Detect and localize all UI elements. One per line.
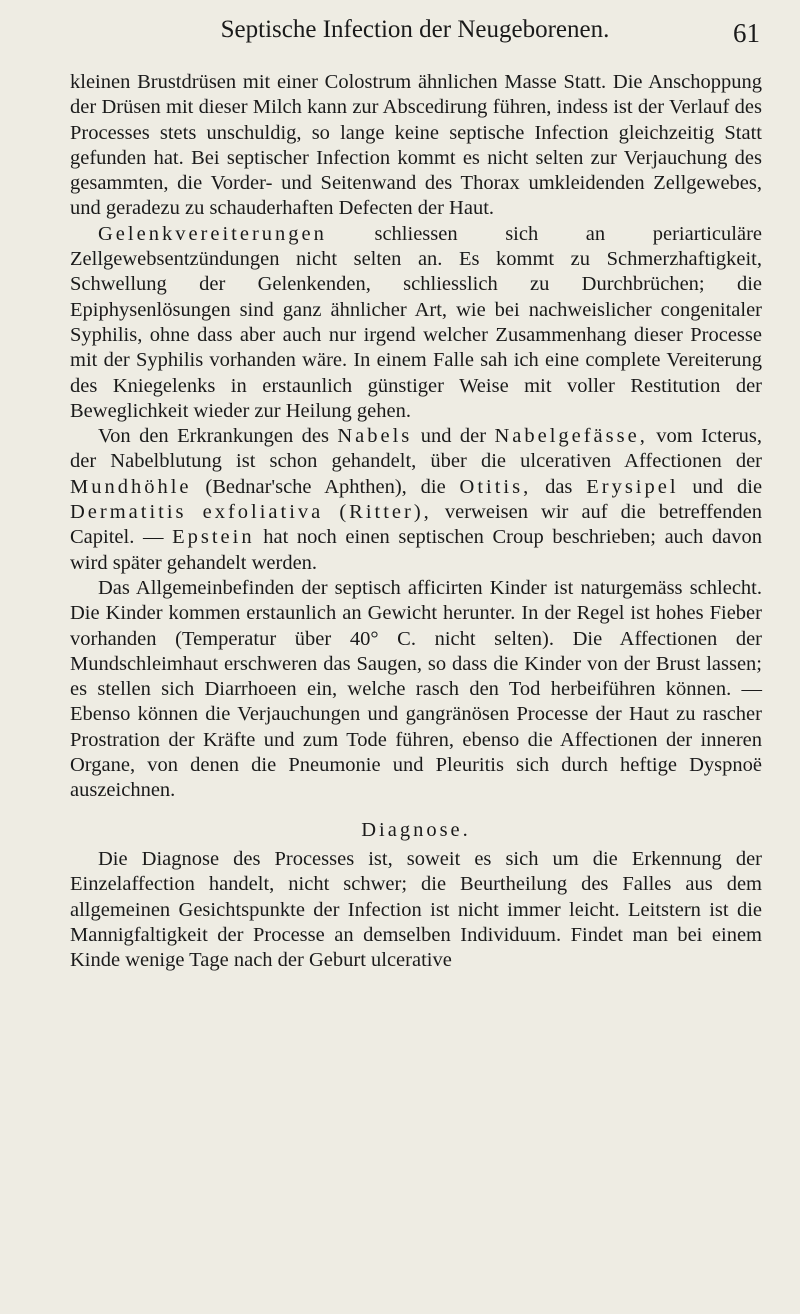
term-nabels: Nabels xyxy=(337,425,413,448)
text-span: verweisen wir auf die betreffenden Capitel. — xyxy=(70,501,763,549)
section-heading: Diagnose. xyxy=(361,818,471,841)
term-epstein: Epstein xyxy=(172,526,255,549)
term-bednar: (Bednar'sche Aphthen), xyxy=(205,475,407,498)
text-span: vom Icterus, der Nabelblutung ist schon gehandelt, über die ulcerativen Affectionen der xyxy=(70,425,762,473)
term-nabelgefaesse: Nabelgefässe, xyxy=(494,425,648,448)
paragraph-4: Das Allgemeinbefinden der septisch afficirten Kinder ist naturgemäss schlecht. Die Kinder kommen erstaunlich an Gewicht herunter. In der Regel ist hohes Fieber vorhanden (Temperatur über 40° C. nicht selten). Die Affectionen der Mundschleimhaut erschweren das Saugen, so dass die Kinder von der Brust lassen; es stellen sich Diarrhoeen ein, welche rasch den Tod herbeiführen können. — Ebenso können die Verjauchungen und gangränösen Processe der Haut zu rascher Prostration der Kräfte und zum Tode führen, ebenso die Affectionen der inneren Organe, von denen die Pneumonie und Pleuritis sich durch heftige Dyspnoë auszeichnen. xyxy=(70,576,762,802)
text-span: das xyxy=(545,475,573,498)
page-body xyxy=(70,70,762,973)
text-span: die xyxy=(420,475,446,498)
term-dermatitis: Dermatitis exfoliativa (Ritter), xyxy=(70,501,432,524)
paragraph-1: kleinen Brustdrüsen mit einer Colostrum ähnlichen Masse Statt. Die Anschoppung der Drüsen mit dieser Milch kann zur Abscedirung führen, indess ist der Verlauf des Processes stets unschuldig, so lange keine septische Infection gleichzeitig Statt gefunden hat. Bei septischer Infection kommt es nicht selten zur Verjauchung des gesammten, die Vorder- und Seitenwand des Thorax umkleidenden Zellgewebes, und geradezu zu schauderhaften Defecten der Haut. xyxy=(70,71,762,220)
term-erysipel: Erysipel xyxy=(586,475,679,498)
text-span: hat noch einen septischen Croup beschrieben; auch davon wird später gehandelt werden. xyxy=(70,526,762,574)
paragraph-3 xyxy=(70,424,762,576)
page-header xyxy=(70,16,760,52)
paragraph-5: Die Diagnose des Processes ist, soweit es sich um die Erkennung der Einzelaffection handelt, nicht schwer; die Beurtheilung des Falles aus dem allgemeinen Gesichtspunkte der Infection ist nicht immer leicht. Leitstern ist die Mannigfaltigkeit der Processe an demselben Individuum. Findet man bei einem Kinde wenige Tage nach der Geburt ulcerative xyxy=(70,847,762,972)
text-span: Von den Erkrankungen des xyxy=(98,425,329,448)
term-mundhoehle: Mundhöhle xyxy=(70,475,192,498)
paragraph-2-text: schliessen sich an periarticuläre Zellgewebsentzündungen nicht selten an. Es kommt zu Schmerzhaftigkeit, Schwellung der Gelenkenden, schliesslich zu Durchbrüchen; die Epiphysenlösungen sind ganz ähnlicher Art, wie bei nachweislicher congenitaler Syphilis, ohne dass aber auch nur irgend welcher Zusammenhang dieser Processe mit der Syphilis vorhanden wäre. In einem Falle sah ich eine complete Vereiterung des Kniegelenks in erstaunlich günstiger Weise mit voller Restitution der Beweglichkeit wieder zur Heilung gehen. xyxy=(70,222,763,422)
term-gelenkvereiterungen: Gelenkvereiterungen xyxy=(98,222,327,245)
text-span: und die xyxy=(692,475,763,498)
text-span: und der xyxy=(420,425,487,448)
running-title: Septische Infection der Neugeborenen. xyxy=(220,16,610,43)
term-otitis: Otitis, xyxy=(459,475,532,498)
page-number: 61 xyxy=(733,18,760,48)
paragraph-2 xyxy=(70,222,762,424)
